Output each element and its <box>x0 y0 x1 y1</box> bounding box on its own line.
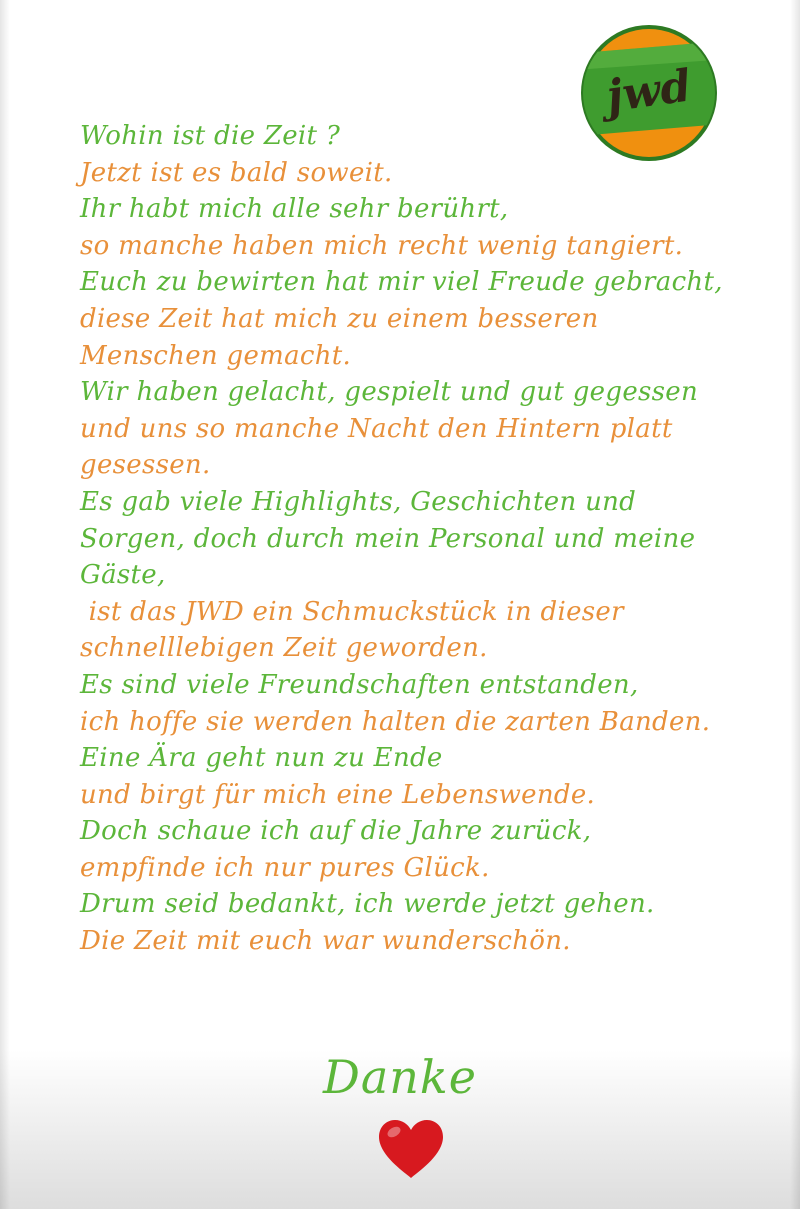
poem-line: ich hoffe sie werden halten die zarten Banden. <box>80 706 711 737</box>
poem <box>80 118 780 960</box>
poem-line: gesessen. <box>80 450 211 481</box>
poem-line: schnelllebigen Zeit geworden. <box>80 633 488 664</box>
left-edge-shadow <box>0 0 10 1209</box>
heart-icon <box>376 1118 446 1180</box>
poem-line: so manche haben mich recht wenig tangiert. <box>80 230 684 261</box>
poem-line: Wohin ist die Zeit ? <box>80 121 341 151</box>
poem-line: und birgt für mich eine Lebenswende. <box>80 779 596 810</box>
poem-line: empfinde ich nur pures Glück. <box>80 852 490 883</box>
poem-line: Ihr habt mich alle sehr berührt, <box>80 194 509 225</box>
right-edge-shadow <box>790 0 800 1209</box>
poem-line: ist das JWD ein Schmuckstück in dieser <box>80 596 624 627</box>
poem-line: diese Zeit hat mich zu einem besseren <box>80 303 599 334</box>
poem-line: Eine Ära geht nun zu Ende <box>80 743 443 774</box>
poem-line: Menschen gemacht. <box>80 340 352 371</box>
poem-line: Wir haben gelacht, gespielt und gut gegessen <box>80 377 699 408</box>
poem-line: Es gab viele Highlights, Geschichten und <box>80 486 637 517</box>
poem-line: Jetzt ist es bald soweit. <box>80 157 393 188</box>
poem-line: Doch schaue ich auf die Jahre zurück, <box>80 816 592 847</box>
poem-line: und uns so manche Nacht den Hintern platt <box>80 413 673 444</box>
poem-line: Drum seid bedankt, ich werde jetzt gehen. <box>80 889 655 920</box>
poem-line: Die Zeit mit euch war wunderschön. <box>80 926 571 957</box>
poem-line: Es sind viele Freundschaften entstanden, <box>80 669 639 700</box>
danke-text: Danke <box>322 1050 478 1104</box>
poem-line: Sorgen, doch durch mein Personal und meine <box>80 523 696 554</box>
poem-line: Euch zu bewirten hat mir viel Freude gebracht, <box>80 267 723 298</box>
poem-line: Gäste, <box>80 560 166 591</box>
logo-text: jwd <box>603 60 695 123</box>
